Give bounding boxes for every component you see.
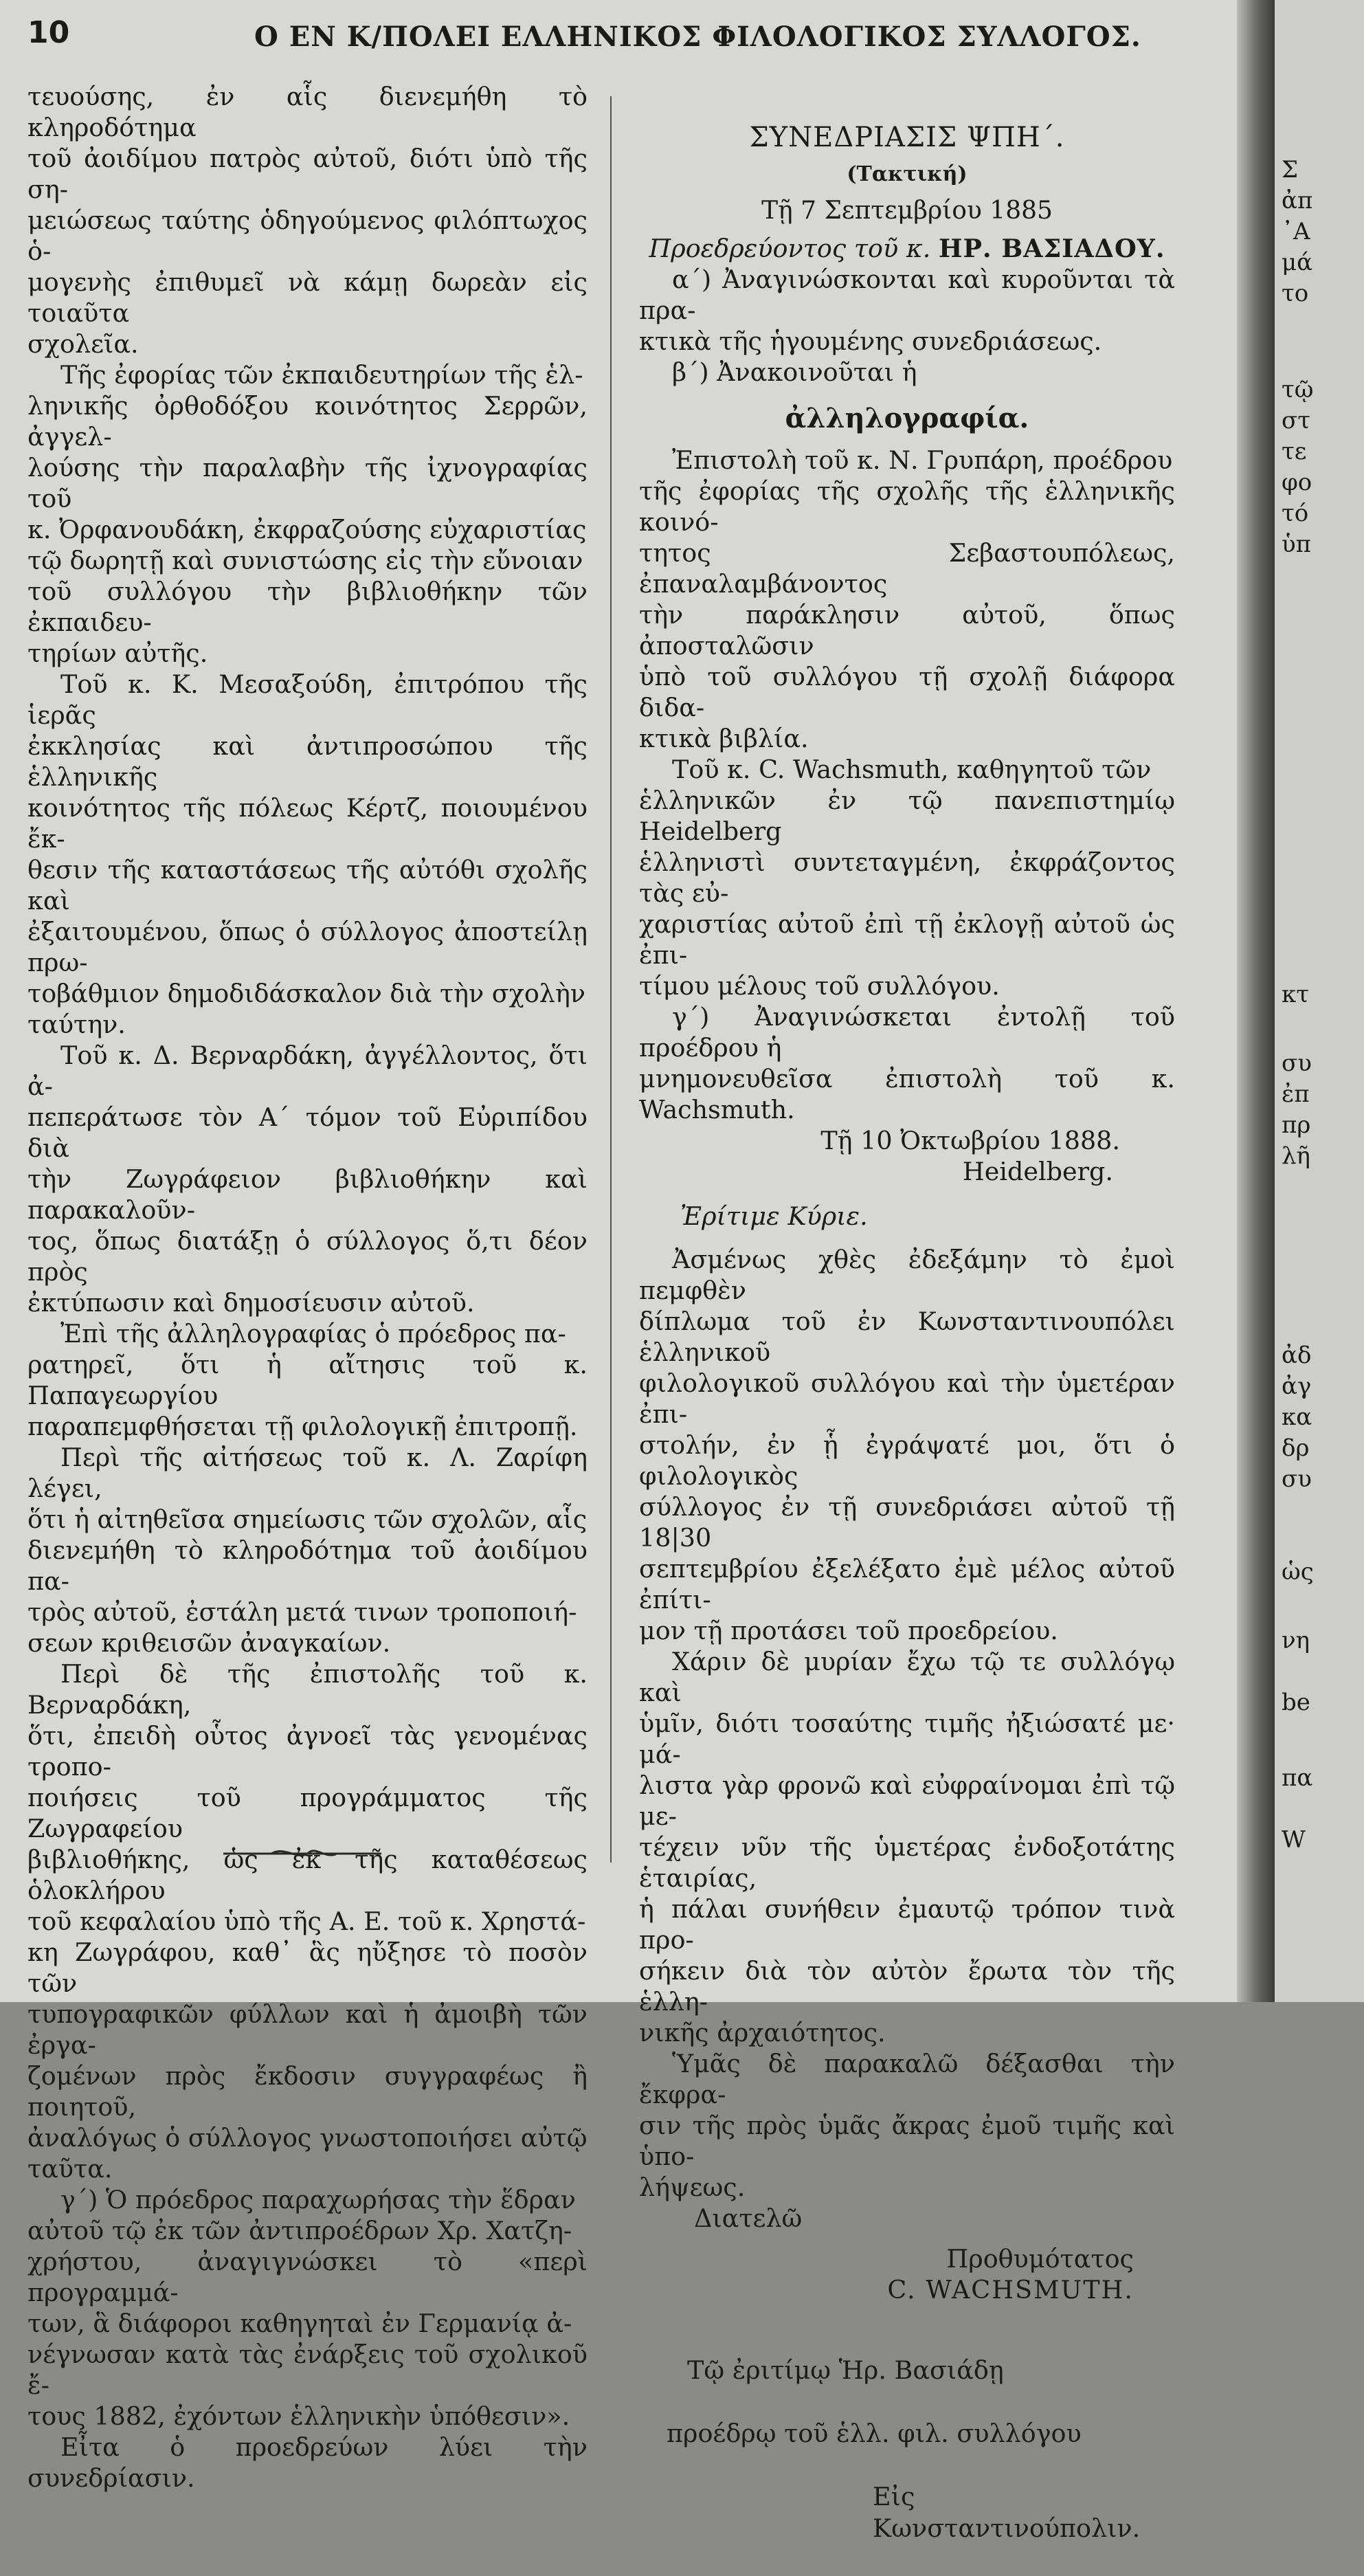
book-gutter: [1237, 0, 1275, 2002]
letter-paragraph: Ἀσμένως χθὲς ἐδεξάμην τὸ ἐμοὶ πεμφθὲν δίπλωμα τοῦ ἐν Κωνσταντινουπόλει ἑλληνικοῦ φιλολογικοῦ συλλόγου καὶ τὴν ὑμετέραν ἐπι- στολήν, ἐν ᾗ ἐγράψατέ μοι, ὅτι ὁ φιλολογικὸς σύλλογος ἐν τῇ συνεδριάσει αὐτοῦ τῇ 18|30 σεπτεμβρίου ἐξελέξατο ἐμὲ μέλος αὐτοῦ ἐπίτι- μον τῇ προτάσει τοῦ προεδρείου.: [639, 1245, 1175, 1645]
session-title: ΣΥΝΕΔΡΙΑΣΙΣ ΨΠΗ΄.: [749, 122, 1065, 153]
paragraph: Τοῦ κ. Κ. Μεσαξούδη, ἐπιτρόπου τῆς ἱερᾶς ἐκκλησίας καὶ ἀντιπροσώπου τῆς ἑλληνικῆς κοινότητος τῆς πόλεως Κέρτζ, ποιουμένου ἔκ- θεσιν τῆς καταστάσεως τῆς αὐτόθι σχολῆς καὶ ἐξαιτουμένου, ὅπως ὁ σύλλογος ἀποστείλῃ πρω- τοβάθμιον δημοδιδάσκαλον διὰ τὴν σχολὴν ταύτην.: [27, 669, 588, 1039]
session-date: Τῇ 7 Σεπτεμβρίου 1885: [761, 197, 1053, 225]
paragraph: Ἐπιστολὴ τοῦ κ. Ν. Γρυπάρη, προέδρου τῆς ἐφορίας τῆς σχολῆς τῆς ἑλληνικῆς κοινό- τητος Σεβαστουπόλεως, ἐπαναλαμβάνοντος τὴν παράκλησιν αὐτοῦ, ὅπως ἀποσταλῶσιν ὑπὸ τοῦ συλλόγου τῇ σχολῇ διάφορα διδα- κτικὰ βιβλία.: [639, 445, 1175, 753]
fragment-text: Σ ἀπ ᾽Α μά το: [1282, 156, 1313, 307]
paragraph: Εἶτα ὁ προεδρεύων λύει τὴν συνεδρίασιν.: [27, 2432, 588, 2493]
address-line: Τῷ ἐριτίμῳ Ἡρ. Βασιάδῃ: [687, 2355, 1004, 2385]
page-header: [27, 12, 1196, 67]
fragment-text: ὡς: [1282, 1558, 1314, 1586]
letter-place: Heidelberg.: [962, 1157, 1113, 1186]
fragment-text: ἀδ ἀγ κα δρ συ: [1282, 1342, 1312, 1493]
presiding-label: Προεδρεύοντος τοῦ κ.: [649, 234, 931, 263]
paragraph: Τοῦ κ. C. Wachsmuth, καθηγητοῦ τῶν ἑλληνικῶν ἐν τῷ πανεπιστημίῳ Heidelberg ἑλληνιστὶ συντεταγμένη, ἐκφράζοντος τὰς εὐ- χαριστίας αὐτοῦ ἐπὶ τῇ ἐκλογῇ αὐτοῦ ὡς ἐπι- τίμου μέλους τοῦ συλλόγου.: [639, 755, 1175, 1001]
page-number: 10: [27, 15, 70, 50]
right-column: [639, 81, 1175, 2576]
letter-date: Τῇ 10 Ὀκτωβρίου 1888.: [820, 1126, 1120, 1155]
running-title: Ο ΕΝ Κ/ΠΟΛΕΙ ΕΛΛΗΝΙΚΟΣ ΦΙΛΟΛΟΓΙΚΟΣ ΣΥΛΛΟΓΟΣ.: [254, 21, 1141, 53]
paragraph: Τῆς ἐφορίας τῶν ἐκπαιδευτηρίων τῆς ἑλ- ληνικῆς ὀρθοδόξου κοινότητος Σερρῶν, ἀγγελ- λούσης τὴν παραλαβὴν τῆς ἰχνογραφίας τοῦ κ. Ὀρφανουδάκη, ἐκφραζούσης εὐχαριστίας τῷ δωρητῇ καὶ συνιστώσης εἰς τὴν εὔνοιαν τοῦ συλλόγου τὴν βιβλιοθήκην τῶν ἐκπαιδευ- τηρίων αὐτῆς.: [27, 360, 588, 668]
fragment-text: συ ἐπ πρ λῆ: [1282, 1050, 1312, 1170]
paragraph: γ΄) Ὁ πρόεδρος παραχωρήσας τὴν ἕδραν αὐτοῦ τῷ ἐκ τῶν ἀντιπροέδρων Χρ. Χατζη- χρήστου, ἀναγιγνώσκει τὸ «περὶ προγραμμά- των, ἃ διάφοροι καθηγηταὶ ἐν Γερμανίᾳ ἀ- νέγνωσαν κατὰ τὰς ἐνάρξεις τοῦ σχολικοῦ ἔ- τους 1882, ἐχόντων ἑλληνικὴν ὑπόθεσιν».: [27, 2185, 588, 2431]
letter-closing: Διατελῶ: [694, 2203, 803, 2233]
paragraph: Ἐπὶ τῆς ἀλληλογραφίας ὁ πρόεδρος πα- ρατηρεῖ, ὅτι ἡ αἴτησις τοῦ κ. Παπαγεωργίου παραπεμφθήσεται τῇ φιλολογικῇ ἐπιτροπῇ.: [27, 1319, 588, 1441]
address-block: [639, 2323, 1175, 2576]
paragraph: Περὶ τῆς αἰτήσεως τοῦ κ. Λ. Ζαρίφη λέγει, ὅτι ἡ αἰτηθεῖσα σημείωσις τῶν σχολῶν, αἷς διενεμήθη τὸ κληροδότημα τοῦ ἀοιδίμου πα- τρὸς αὐτοῦ, ἐστάλη μετά τινων τροποποιή- σεων κριθεισῶν ἀναγκαίων.: [27, 1443, 588, 1658]
fragment-text: νη: [1282, 1627, 1310, 1654]
correspondence-heading: ἀλληλογραφία.: [785, 402, 1029, 434]
paragraph: τευούσης, ἐν αἷς διενεμήθη τὸ κληροδότημα τοῦ ἀοιδίμου πατρὸς αὐτοῦ, διότι ὑπὸ τῆς ση- μειώσεως ταύτης ὁδηγούμενος φιλόπτωχος ὁ- μογενὴς ἐπιθυμεῖ νὰ κάμῃ δωρεὰν εἰς τοιαῦτα σχολεῖα.: [27, 82, 588, 359]
paragraph: Περὶ δὲ τῆς ἐπιστολῆς τοῦ κ. Βερναρδάκη, ὅτι, ἐπειδὴ οὗτος ἀγνοεῖ τὰς γενομένας τροπο- ποιήσεις τοῦ προγράμματος τῆς Ζωγραφείου βιβλιοθήκης, ὡς ἐκ τῆς καταθέσεως ὁλοκλήρου τοῦ κεφαλαίου ὑπὸ τῆς Α. Ε. τοῦ κ. Χρηστά- κη Ζωγράφου, καθ᾽ ἃς ηὔξησε τὸ ποσὸν τῶν τυπογραφικῶν φύλλων καὶ ἡ ἀμοιβὴ τῶν ἐργα- ζομένων πρὸς ἔκδοσιν συγγραφέως ἢ ποιητοῦ, ἀναλόγως ὁ σύλλογος γνωστοποιήσει αὐτῷ ταῦτα.: [27, 1659, 588, 2184]
session-type: (Τακτική): [847, 162, 968, 186]
letter-paragraph: Ὑμᾶς δὲ παρακαλῶ δέξασθαι τὴν ἔκφρα- σιν τῆς πρὸς ὑμᾶς ἄκρας ἐμοῦ τιμῆς καὶ ὑπο- λήψεως.: [639, 2049, 1175, 2202]
adjacent-page-edge: [1275, 0, 1364, 2002]
letter-paragraph: Χάριν δὲ μυρίαν ἔχω τῷ τε συλλόγῳ καὶ ὑμῖν, διότι τοσαύτης τιμῆς ἠξιώσατέ με· μά- λιστα γὰρ φρονῶ καὶ εὐφραίνομαι ἐπὶ τῷ με- τέχειν νῦν τῆς ὑμετέρας ἐνδοξοτάτης ἑταιρίας, ἡ πάλαι συνήθειν ἐμαυτῷ τρόπον τινὰ προ- σήκειν διὰ τὸν αὐτὸν ἔρωτα τὸν τῆς ἑλλη- νικῆς ἀρχαιότητος.: [639, 1647, 1175, 2047]
agenda-item-a: α΄) Ἀναγινώσκονται καὶ κυροῦνται τὰ πρα- κτικὰ τῆς ἡγουμένης συνεδριάσεως.: [639, 265, 1175, 356]
letter-salutation: Ἐρίτιμε Κύριε.: [680, 1201, 868, 1231]
agenda-item-b: β΄) Ἀνακοινοῦται ἡ: [672, 357, 917, 387]
ornament-divider: [223, 1845, 381, 1862]
presiding-line: [639, 233, 1175, 264]
signature-name: C. WACHSMUTH.: [887, 2275, 1134, 2305]
signature-line: Προθυμότατος: [946, 2244, 1134, 2274]
paragraph: Τοῦ κ. Δ. Βερναρδάκη, ἀγγέλλοντος, ὅτι ἀ- πεπεράτωσε τὸν Α΄ τόμον τοῦ Εὐριπίδου διὰ τὴν Ζωγράφειον βιβλιοθήκην καὶ παρακαλοῦν- τος, ὅπως διατάξῃ ὁ σύλλογος ὅ,τι δέον πρὸς ἐκτύπωσιν καὶ δημοσίευσιν αὐτοῦ.: [27, 1041, 588, 1318]
address-line: Εἰς Κωνσταντινούπολιν.: [873, 2482, 1141, 2543]
presiding-name: ΗΡ. ΒΑΣΙΑΔΟΥ.: [938, 234, 1165, 263]
address-line: προέδρῳ τοῦ ἑλλ. φιλ. συλλόγου: [667, 2419, 1082, 2448]
fragment-text: πα: [1282, 1764, 1313, 1792]
column-rule: [610, 96, 612, 1863]
fragment-text: W: [1282, 1826, 1306, 1854]
signature-block: [639, 2243, 1175, 2305]
fragment-text: be: [1282, 1689, 1310, 1716]
fragment-text: τῷ στ τε φο τό ὑπ: [1282, 376, 1314, 558]
agenda-item-c: γ΄) Ἀναγινώσκεται ἐντολῇ τοῦ προέδρου ἡ μνημονευθεῖσα ἐπιστολὴ τοῦ κ. Wachsmuth.: [639, 1002, 1175, 1124]
left-column: [27, 81, 588, 2494]
fragment-text: κτ: [1282, 981, 1310, 1008]
